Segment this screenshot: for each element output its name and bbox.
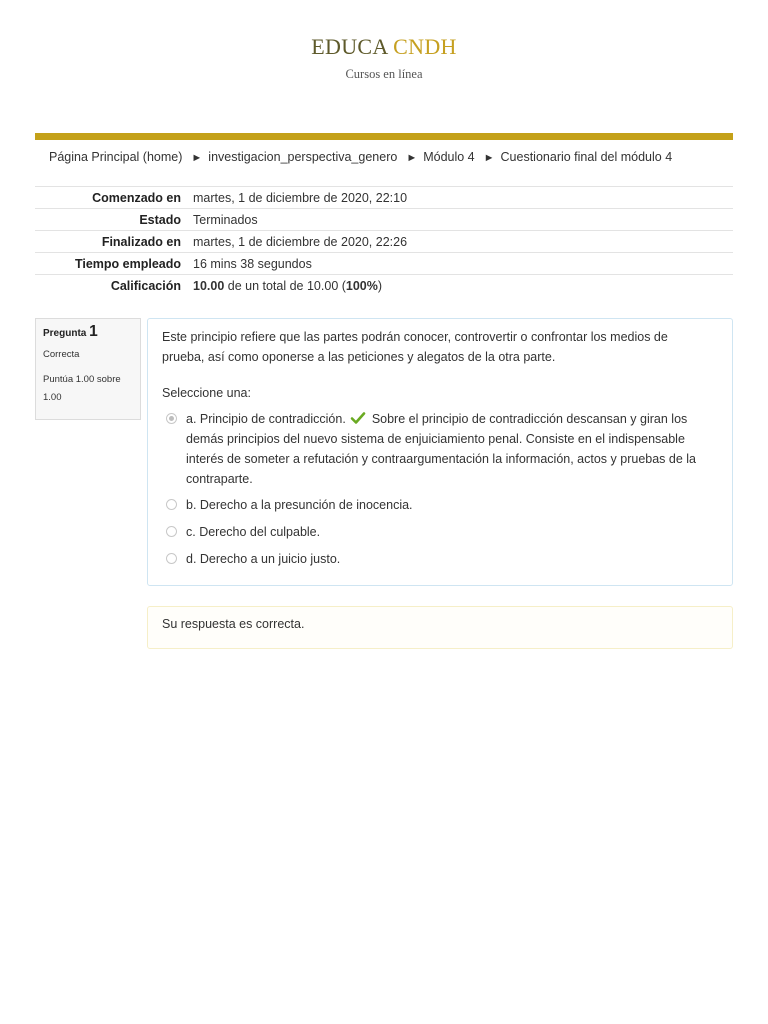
- brand-part-2: CNDH: [393, 34, 457, 59]
- grade-score: 10.00: [193, 278, 225, 293]
- summary-row-finished: [35, 231, 733, 253]
- grade-total: de un total de 10.00 (: [224, 278, 346, 293]
- general-feedback: [147, 606, 733, 649]
- question-label: Pregunta: [43, 328, 87, 339]
- summary-label: Tiempo empleado: [35, 253, 193, 275]
- summary-row-state: [35, 209, 733, 231]
- site-tagline: Cursos en línea: [345, 67, 423, 81]
- breadcrumb-item-course[interactable]: investigacion_perspectiva_genero: [208, 150, 398, 164]
- answer-option-text: [186, 409, 696, 489]
- site-logo[interactable]: [0, 34, 768, 60]
- check-icon: [350, 411, 366, 425]
- summary-label: Comenzado en: [35, 187, 193, 209]
- answer-feedback: Sobre el principio de contradicción descansan y giran los demás principios del nuevo sistema de enjuiciamiento penal. Consiste en el indispensable interés de someter a refutación y contraargumentación la información, actos y pruebas de la contraparte.: [186, 412, 696, 486]
- radio-button[interactable]: [166, 526, 177, 537]
- attempt-summary-table: [35, 186, 733, 296]
- summary-label: Finalizado en: [35, 231, 193, 253]
- breadcrumb-item-quiz[interactable]: Cuestionario final del módulo 4: [500, 150, 673, 164]
- summary-row-grade: [35, 275, 733, 297]
- grade-close: ): [377, 278, 383, 293]
- radio-button[interactable]: [166, 553, 177, 564]
- summary-row-started: [35, 187, 733, 209]
- answer-label: c. Derecho del culpable.: [186, 525, 321, 539]
- header-divider: [35, 133, 733, 140]
- breadcrumb-separator-icon: ►: [191, 152, 203, 164]
- summary-value: martes, 1 de diciembre de 2020, 22:26: [193, 231, 733, 253]
- breadcrumb: [49, 150, 672, 164]
- summary-label: Calificación: [35, 275, 193, 297]
- question-text: Este principio refiere que las partes podrán conocer, controvertir o confrontar los medios de prueba, así como oponerse a las peticiones y alegatos de la otra parte.: [162, 330, 668, 364]
- question-number: [43, 323, 140, 341]
- radio-button[interactable]: [166, 499, 177, 510]
- answer-prompt: Seleccione una:: [162, 386, 251, 400]
- answer-label: a. Principio de contradicción.: [186, 412, 346, 426]
- brand-part-1: EDUCA: [311, 34, 388, 59]
- breadcrumb-separator-icon: ►: [406, 152, 418, 164]
- feedback-text: Su respuesta es correcta.: [162, 617, 305, 631]
- summary-label: Estado: [35, 209, 193, 231]
- summary-value: Terminados: [193, 209, 733, 231]
- answer-label: d. Derecho a un juicio justo.: [186, 552, 341, 566]
- summary-value: [193, 275, 733, 297]
- radio-button-selected[interactable]: [166, 413, 177, 424]
- summary-row-time: [35, 253, 733, 275]
- summary-value: martes, 1 de diciembre de 2020, 22:10: [193, 187, 733, 209]
- question-number-value: 1: [89, 323, 98, 340]
- breadcrumb-item-module[interactable]: Módulo 4: [423, 150, 475, 164]
- breadcrumb-separator-icon: ►: [483, 152, 495, 164]
- breadcrumb-item-home[interactable]: Página Principal (home): [49, 150, 183, 164]
- summary-value: 16 mins 38 segundos: [193, 253, 733, 275]
- question-content: [147, 318, 733, 586]
- answer-label: b. Derecho a la presunción de inocencia.: [186, 498, 413, 512]
- question-mark: Puntúa 1.00 sobre 1.00: [43, 374, 121, 403]
- question-state: Correcta: [43, 349, 80, 360]
- grade-percent: 100%: [345, 278, 378, 293]
- question-info-panel: [35, 318, 141, 420]
